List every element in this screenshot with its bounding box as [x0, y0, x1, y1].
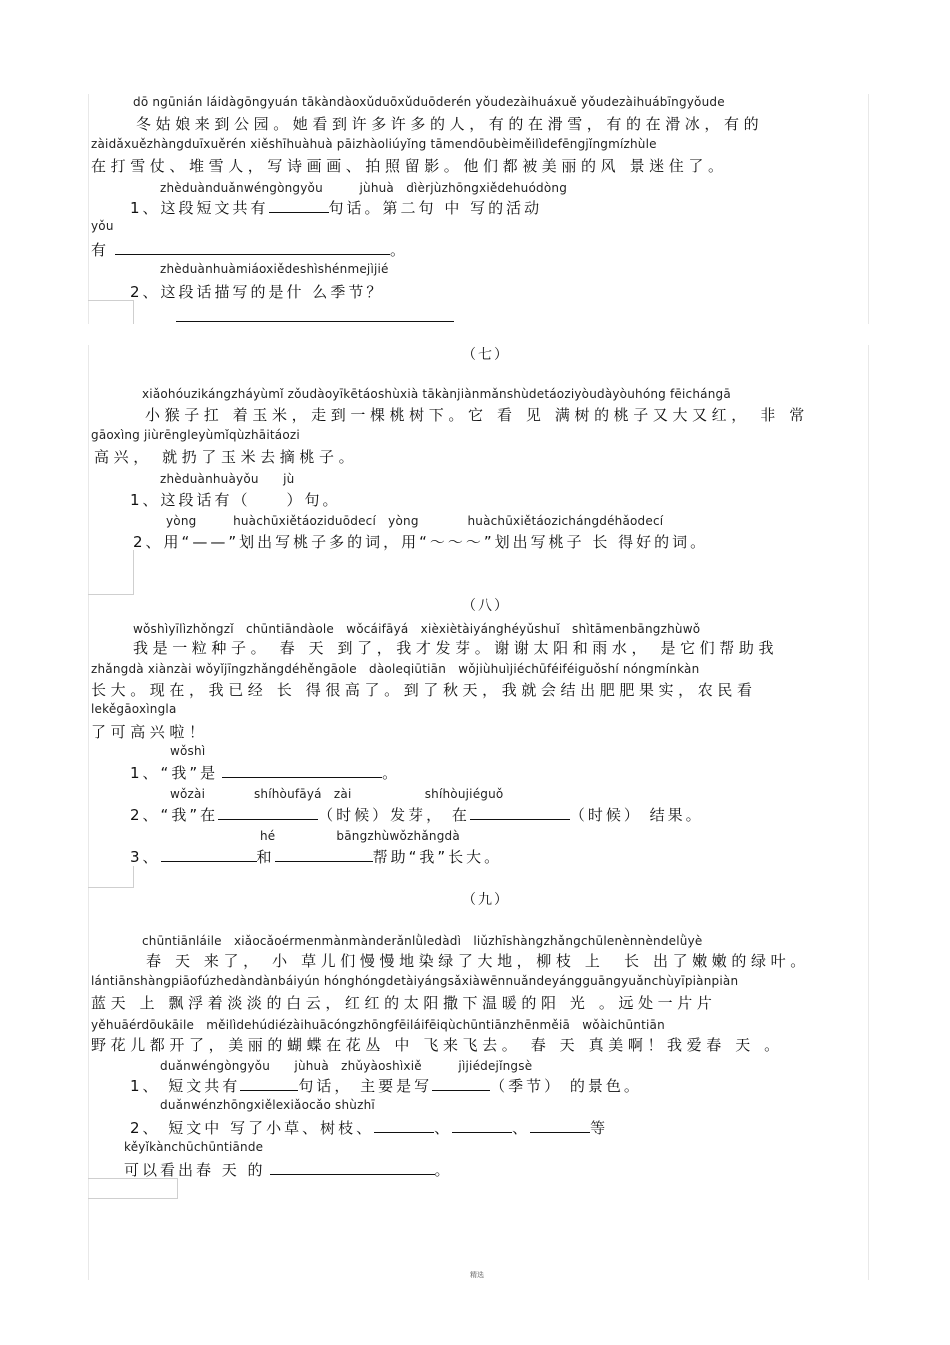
pinyin-line: wǒshìyīlìzhǒngzǐ chūntiāndàole wǒcáifāyá xièxiètàiyánghéyǔshuǐ shìtāmenbāngzhùwǒ — [133, 622, 701, 636]
question-2 — [130, 804, 704, 825]
passage-line: 高兴， 就扔了玉米去摘桃子。 — [94, 448, 359, 466]
pinyin-line: wǒshì — [170, 744, 206, 758]
question-1 — [130, 1075, 642, 1096]
question-text: 句话， 主要是写 — [298, 1077, 433, 1095]
question-text: （时候）发芽， 在 — [318, 806, 470, 824]
passage-line: 了可高兴啦！ — [91, 723, 209, 741]
answer-blank[interactable] — [432, 1078, 490, 1091]
pinyin-line: chūntiānláile xiǎocǎoérmenmànmànderǎnlǜledàdì liǔzhīshàngzhǎngchūlenènnèndelǜyè — [142, 934, 703, 948]
question-1: 1、这段话有（ ）句。 — [130, 491, 341, 509]
question-text: 。 — [434, 1161, 453, 1179]
question-text: 2、“我”在 — [130, 806, 219, 824]
passage-line: 冬姑娘来到公园。她看到许多许多的人，有的在滑雪，有的在滑冰，有的 — [136, 115, 764, 133]
passage-line: 蓝天 上 飘浮着淡淡的白云，红红的太阳撒下温暖的阳 光 。远处一片片 — [91, 994, 717, 1012]
guide-line — [88, 300, 134, 301]
pinyin-line: zhǎngdà xiànzài wǒyǐjīngzhǎngdéhěngāole dàoleqiūtiān wǒjiùhuìjiéchūféiféiguǒshí nóngmínkàn — [91, 662, 700, 676]
section-title: （七） — [462, 347, 510, 363]
guide-line — [868, 345, 869, 595]
passage-line: 我是一粒种子。 春 天 到了，我才发芽。谢谢太阳和雨水， 是它们帮助我 — [133, 639, 779, 657]
question-text: 可以看出春 天 的 — [124, 1161, 266, 1179]
pinyin-line: wǒzài shíhòufāyá zài shíhòujiéguǒ — [170, 787, 504, 801]
question-text: 等 — [590, 1119, 609, 1137]
pinyin-line: dō ngūnián láidàgōngyuán tākàndàoxǔduōxǔduōderén yǒudezàihuáxuě yǒudezàihuábīngyǒude — [133, 95, 725, 109]
passage-line: 长大。现在，我已经 长 得很高了。到了秋天，我就会结出肥肥果实，农民看 — [91, 681, 757, 699]
footer-label: 精选 — [470, 1271, 484, 1279]
question-1-cont — [91, 239, 408, 260]
question-text: 2、 短文中 写了小草、树枝、 — [130, 1119, 375, 1137]
answer-blank[interactable] — [240, 1078, 298, 1091]
question-1 — [130, 197, 542, 218]
answer-blank[interactable] — [161, 849, 257, 862]
guide-line — [88, 94, 89, 324]
pinyin-line: yǒu — [91, 219, 114, 233]
question-text: 1、这段短文共有 — [130, 199, 269, 217]
answer-blank[interactable] — [374, 1120, 434, 1133]
question-2: 2、用“——”划出写桃子多的词，用“～～～”划出写桃子 长 得好的词。 — [133, 533, 709, 551]
question-text: 帮助“我”长大。 — [372, 848, 503, 866]
passage-line: 春 天 来了， 小 草儿们慢慢地染绿了大地，柳枝 上 长 出了嫩嫩的绿叶。 — [146, 952, 810, 970]
pinyin-line: gāoxìng jiùrēngleyùmǐqùzhāitáozi — [91, 428, 300, 442]
section-title: （八） — [462, 598, 510, 614]
answer-blank[interactable] — [222, 765, 382, 778]
question-text: （时候） 结果。 — [569, 806, 704, 824]
pinyin-line: duǎnwéngòngyǒu jùhuà zhǔyàoshìxiě jìjiédejǐngsè — [160, 1059, 533, 1073]
pinyin-line: zàidǎxuězhàngduīxuěrén xiěshīhuàhuà pāizhàoliúyǐng tāmendōubèiměilìdefēngjǐngmízhùle — [91, 137, 657, 151]
question-text: 。 — [390, 241, 409, 259]
pinyin-line: lekěgāoxìngla — [91, 702, 177, 716]
question-text: 有 — [91, 241, 110, 259]
question-text: 、 — [512, 1119, 531, 1137]
question-1 — [130, 762, 400, 783]
question-text: 、 — [434, 1119, 453, 1137]
question-text: 1、 短文共有 — [130, 1077, 241, 1095]
pinyin-line: zhèduànhuàmiáoxiědeshìshénmejìjié — [160, 262, 389, 276]
answer-blank[interactable] — [115, 242, 390, 255]
question-2: 2、这段话描写的是什 么季节？ — [130, 283, 385, 301]
pinyin-line: yěhuāérdōukāile měilìdehúdiézàihuācóngzhōngfēiláifēiqùchūntiānzhēnměiā wǒàichūntiān — [91, 1018, 665, 1032]
question-2 — [130, 1117, 608, 1138]
guide-line — [88, 1198, 178, 1199]
pinyin-line: xiǎohóuzikángzháyùmǐ zǒudàoyīkētáoshùxià tākànjiànmǎnshùdetáoziyòudàyòuhóng fēichángā — [142, 387, 731, 401]
passage-line: 小猴子扛 着玉米，走到一棵桃树下。它 看 见 满树的桃子又大又红， 非 常 — [145, 406, 809, 424]
question-text: 1、“我”是 — [130, 764, 219, 782]
guide-line — [133, 300, 134, 324]
section-title: （九） — [462, 892, 510, 908]
question-text: 3、 — [130, 848, 161, 866]
answer-blank[interactable] — [530, 1120, 590, 1133]
answer-blank[interactable] — [218, 807, 318, 820]
pinyin-line: zhèduànduǎnwéngòngyǒu jùhuà dìèrjùzhōngxiědehuódòng — [160, 181, 568, 195]
answer-blank[interactable] — [269, 200, 329, 213]
pinyin-line: lántiānshàngpiāofúzhedàndànbáiyún hónghóngdetàiyángsǎxiàwēnnuǎndeyángguāngyuǎnchùyīpiànpiàn — [91, 974, 739, 988]
passage-line: 在打雪仗、堆雪人，写诗画画、拍照留影。他们都被美丽的风 景迷住了。 — [91, 157, 728, 175]
guide-line — [88, 594, 134, 595]
pinyin-line: zhèduànhuàyǒu jù — [160, 472, 295, 486]
question-text: 句话。第二句 中 写的活动 — [328, 199, 543, 217]
question-3 — [130, 846, 502, 867]
question-2-cont — [124, 1159, 453, 1180]
guide-line — [88, 590, 89, 890]
passage-line: 野花儿都开了，美丽的蝴蝶在花丛 中 飞来飞去。 春 天 真美啊！我爱春 天 。 — [91, 1036, 784, 1054]
question-text: （季节） 的景色。 — [490, 1077, 642, 1095]
guide-line — [133, 866, 134, 888]
guide-line — [133, 550, 134, 594]
pinyin-line: kěyǐkànchūchūntiānde — [124, 1140, 264, 1154]
guide-line — [88, 887, 134, 888]
guide-line — [88, 345, 89, 595]
answer-blank[interactable] — [470, 807, 570, 820]
pinyin-line: yòng huàchūxiětáoziduōdecí yòng huàchūxiětáozichángdéhǎodecí — [166, 514, 664, 528]
answer-line[interactable] — [176, 321, 454, 322]
guide-line — [88, 885, 89, 1280]
question-text: 。 — [382, 764, 401, 782]
answer-blank[interactable] — [270, 1162, 435, 1175]
guide-line — [868, 590, 869, 890]
answer-blank[interactable] — [452, 1120, 512, 1133]
question-text: 和 — [256, 848, 275, 866]
pinyin-line: hé bāngzhùwǒzhǎngdà — [260, 829, 460, 843]
pinyin-line: duǎnwénzhōngxiělexiǎocǎo shùzhī — [160, 1098, 375, 1112]
answer-blank[interactable] — [275, 849, 373, 862]
guide-line — [177, 1178, 178, 1198]
guide-line — [868, 94, 869, 324]
guide-line — [868, 885, 869, 1280]
